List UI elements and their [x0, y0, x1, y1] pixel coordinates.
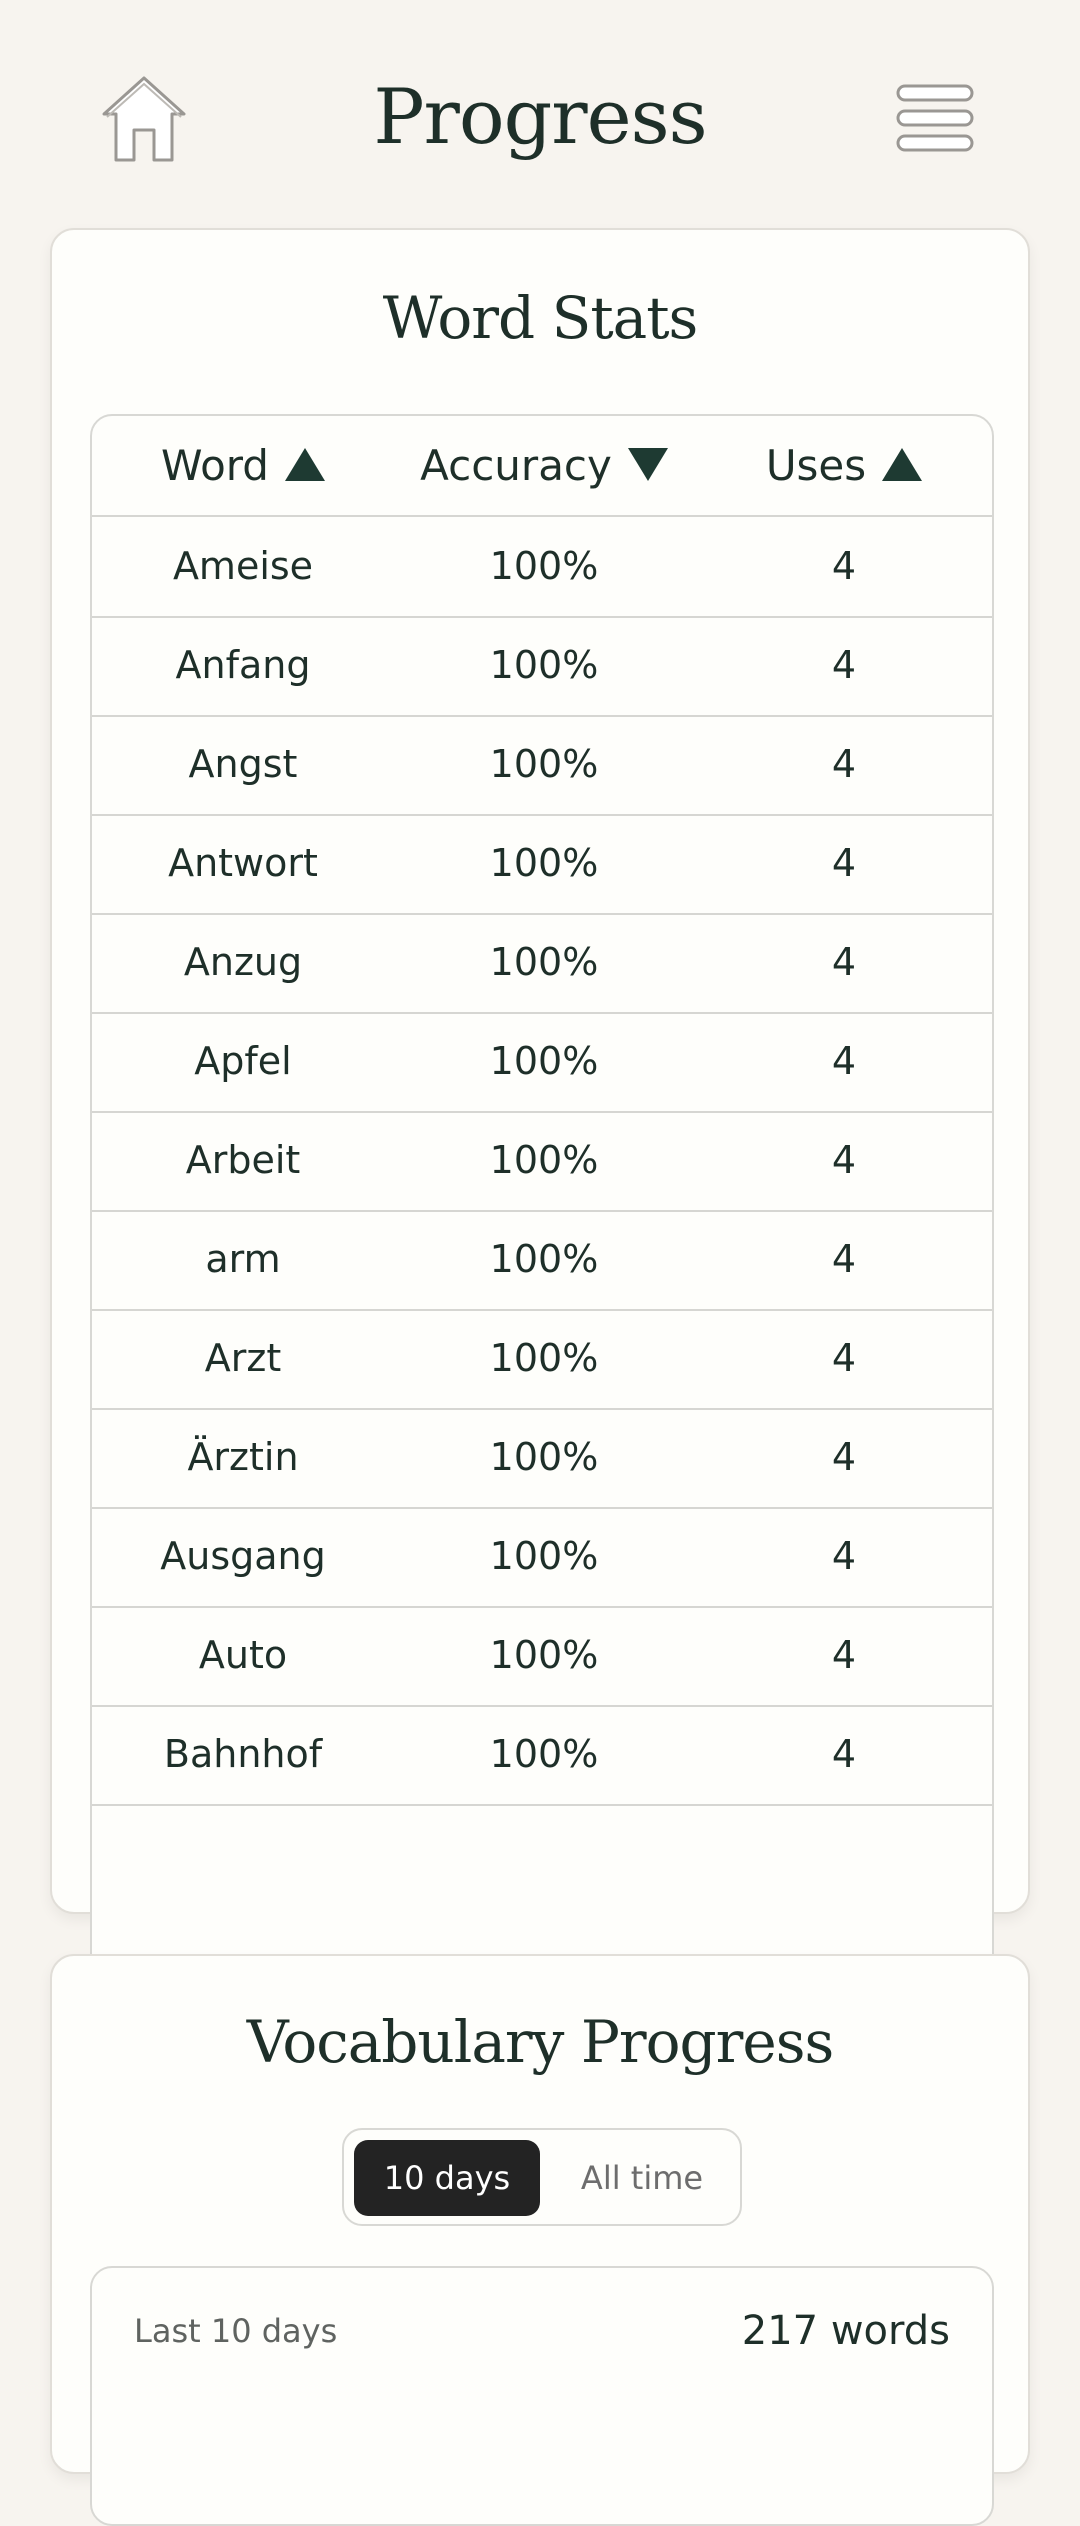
word-cell: Ameise — [172, 544, 314, 588]
word-cell: Anfang — [175, 643, 311, 687]
table-header — [92, 416, 992, 517]
vocabulary-progress-card — [50, 1954, 1030, 2474]
uses-cell: 4 — [831, 940, 857, 984]
word-cell: Bahnhof — [163, 1732, 323, 1776]
word-cell: Ausgang — [160, 1534, 326, 1578]
word-cell: Ärztin — [187, 1435, 299, 1479]
table-row — [92, 1111, 992, 1212]
uses-cell: 4 — [831, 1138, 857, 1182]
table-row — [92, 1705, 992, 1806]
table-row — [92, 1606, 992, 1707]
uses-cell: 4 — [831, 1336, 857, 1380]
uses-cell: 4 — [831, 841, 857, 885]
word-cell: Arbeit — [185, 1138, 301, 1182]
table-row — [92, 913, 992, 1014]
table-row — [92, 1408, 992, 1509]
uses-cell: 4 — [831, 1237, 857, 1281]
accuracy-cell: 100% — [489, 643, 599, 687]
uses-cell: 4 — [831, 1039, 857, 1083]
time-range-toggle — [342, 2128, 742, 2226]
word-cell: Antwort — [168, 841, 318, 885]
toggle-10-days[interactable]: 10 days — [354, 2140, 540, 2216]
accuracy-cell: 100% — [489, 940, 599, 984]
table-row — [92, 1210, 992, 1311]
accuracy-cell: 100% — [489, 1039, 599, 1083]
vocabulary-progress-title: Vocabulary Progress — [246, 2008, 834, 2076]
word-cell: Anzug — [183, 940, 303, 984]
word-cell: Apfel — [194, 1039, 292, 1083]
word-cell: Arzt — [204, 1336, 282, 1380]
table-row — [92, 814, 992, 915]
table-row — [92, 1507, 992, 1608]
uses-cell: 4 — [831, 1534, 857, 1578]
accuracy-cell: 100% — [489, 1435, 599, 1479]
word-cell: Angst — [188, 742, 298, 786]
uses-cell: 4 — [831, 1435, 857, 1479]
table-row — [92, 1309, 992, 1410]
uses-cell: 4 — [831, 1732, 857, 1776]
word-cell: Auto — [198, 1633, 288, 1677]
word-cell: arm — [205, 1237, 281, 1281]
page-title: Progress — [373, 72, 707, 161]
summary-word-count: 217 words — [741, 2308, 950, 2354]
table-row — [92, 715, 992, 816]
accuracy-cell: 100% — [489, 841, 599, 885]
table-row — [92, 1012, 992, 1113]
table-row — [92, 517, 992, 618]
uses-cell: 4 — [831, 544, 857, 588]
word-stats-card — [50, 228, 1030, 1914]
column-header-uses[interactable]: Uses — [694, 416, 994, 515]
sort-ascending-icon — [882, 448, 922, 481]
summary-label: Last 10 days — [134, 2312, 338, 2350]
accuracy-cell: 100% — [489, 1237, 599, 1281]
sort-ascending-icon — [285, 448, 325, 481]
toggle-all-time[interactable]: All time — [580, 2159, 704, 2197]
column-header-word[interactable]: Word — [92, 416, 394, 515]
table-row — [92, 616, 992, 717]
vocabulary-summary — [90, 2266, 994, 2526]
uses-cell: 4 — [831, 643, 857, 687]
uses-cell: 4 — [831, 742, 857, 786]
word-stats-title: Word Stats — [382, 284, 698, 352]
column-header-accuracy[interactable]: Accuracy — [394, 416, 694, 515]
hamburger-menu-icon — [894, 80, 978, 156]
accuracy-cell: 100% — [489, 1336, 599, 1380]
sort-descending-icon — [628, 448, 668, 481]
accuracy-cell: 100% — [489, 1534, 599, 1578]
word-stats-table[interactable] — [90, 414, 994, 2070]
uses-cell: 4 — [831, 1633, 857, 1677]
accuracy-cell: 100% — [489, 1138, 599, 1182]
accuracy-cell: 100% — [489, 544, 599, 588]
accuracy-cell: 100% — [489, 1732, 599, 1776]
accuracy-cell: 100% — [489, 1633, 599, 1677]
menu-button[interactable] — [894, 80, 978, 156]
header — [0, 0, 1080, 230]
accuracy-cell: 100% — [489, 742, 599, 786]
